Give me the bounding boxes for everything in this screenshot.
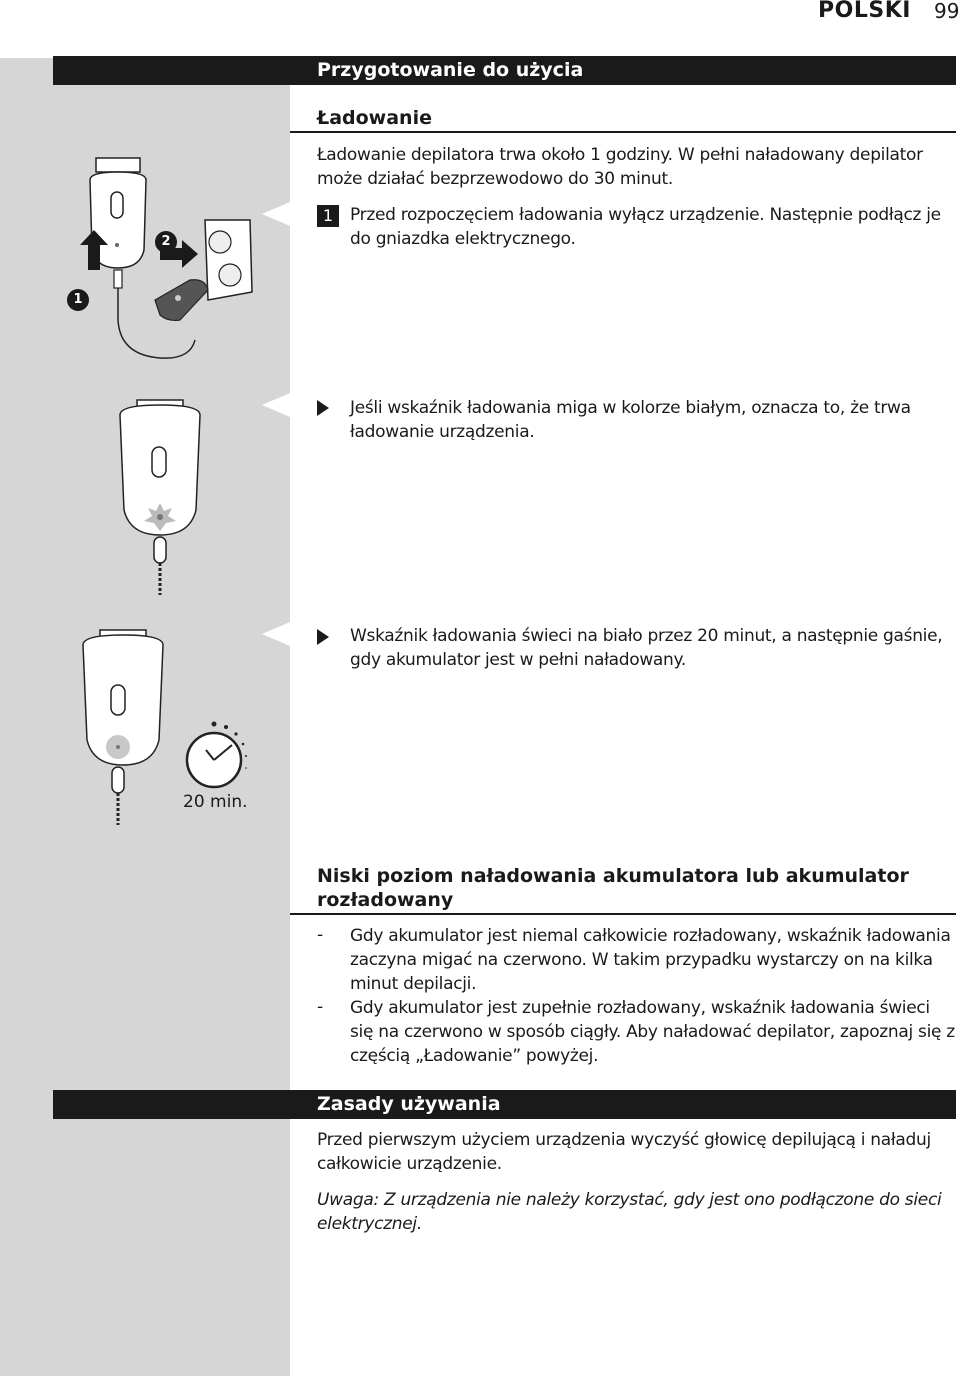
section-title-bar: [53, 56, 956, 85]
list-dash: -: [317, 925, 324, 945]
step-badge-1: 1: [67, 289, 89, 311]
bullet-text-1: Jeśli wskaźnik ładowania miga w kolorze białym, oznacza to, że trwa ładowanie urządzenia.: [350, 398, 911, 442]
step-badge-2: 2: [155, 231, 177, 253]
subheading-charging: Ładowanie: [317, 107, 432, 129]
section-title: Przygotowanie do użycia: [317, 59, 584, 81]
depilator-plug-illustration: [80, 150, 270, 365]
low-battery-heading: Niski poziom naładowania akumulatora lub akumulator rozładowany: [317, 865, 909, 911]
pointer-arrow: [262, 622, 290, 646]
bullet-icon: [317, 629, 329, 645]
section-title-bar: [53, 1090, 956, 1119]
note-paragraph: Uwaga: Z urządzenia nie należy korzystać, gdy jest ono podłączone do sieci elektrycznej.: [317, 1190, 942, 1234]
language-label: POLSKI: [818, 0, 911, 23]
timer-icon: [180, 718, 252, 790]
usage-paragraph: Przed pierwszym użyciem urządzenia wyczyść głowicę depilującą i naładuj całkowicie urządzenie.: [317, 1130, 931, 1174]
list-item: Gdy akumulator jest zupełnie rozładowany, wskaźnik ładowania świeci się na czerwono w sposób ciągły. Aby naładować depilator, zapoznaj się z częścią „Ładowanie” powyżej.: [350, 998, 955, 1066]
section-title: Zasady używania: [317, 1093, 501, 1115]
pointer-arrow: [262, 393, 290, 417]
depilator-full-illustration: [78, 625, 173, 830]
step-text: Przed rozpoczęciem ładowania wyłącz urządzenie. Następnie podłącz je do gniazdka elektrycznego.: [350, 205, 941, 249]
step-number: 1: [317, 205, 339, 227]
bullet-icon: [317, 400, 329, 416]
list-dash: -: [317, 997, 324, 1017]
timer-label: 20 min.: [183, 792, 248, 812]
page-number: 99: [934, 0, 960, 23]
list-item: Gdy akumulator jest niemal całkowicie rozładowany, wskaźnik ładowania zaczyna migać na czerwono. W takim przypadku wystarczy on na kilka minut depilacji.: [350, 926, 951, 994]
divider: [290, 131, 956, 133]
divider: [290, 913, 956, 915]
depilator-blinking-illustration: [110, 395, 210, 600]
intro-paragraph: Ładowanie depilatora trwa około 1 godziny. W pełni naładowany depilator może działać bezprzewodowo do 30 minut.: [317, 145, 923, 189]
bullet-text-2: Wskaźnik ładowania świeci na biało przez 20 minut, a następnie gaśnie, gdy akumulator jest w pełni naładowany.: [350, 626, 943, 670]
